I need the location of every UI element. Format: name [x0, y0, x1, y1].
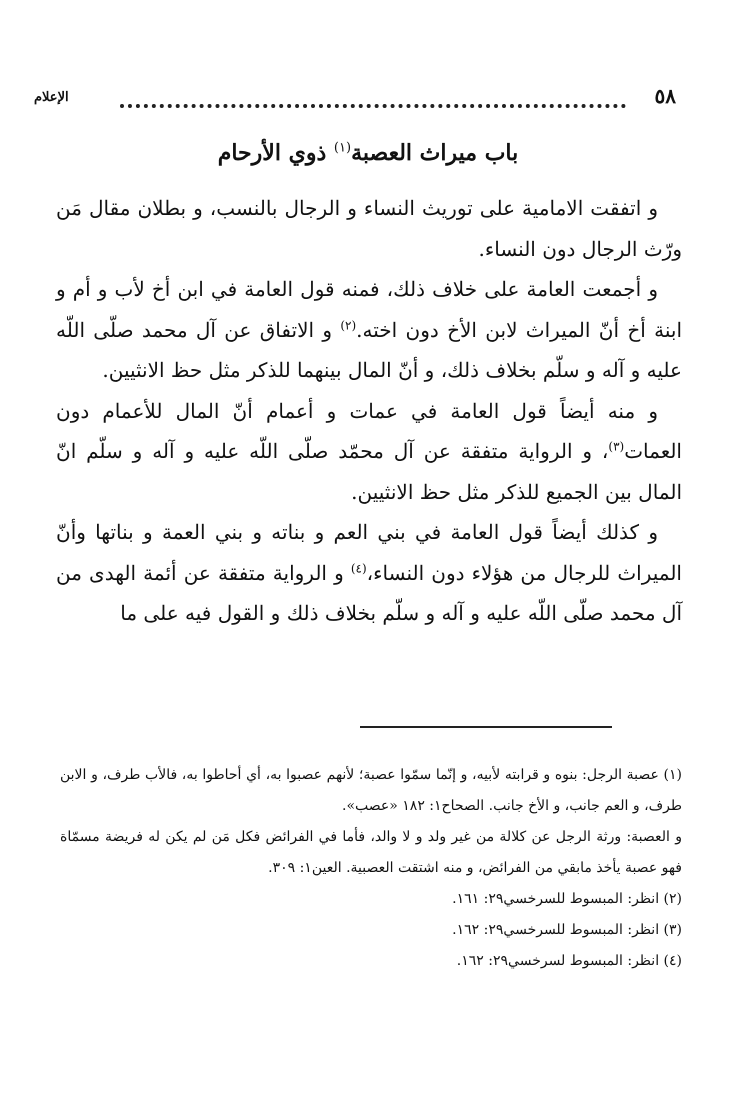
page-number: ٥٨ — [654, 84, 676, 108]
running-header — [34, 80, 676, 116]
paragraph-1: و اتفقت الامامية على توريث النساء و الرجال بالنسب، و بطلان مقال مَن ورّث الرجال دون النساء. — [56, 196, 682, 261]
paragraph-3 — [56, 391, 682, 513]
paragraph-2-text-b: و الاتفاق عن آل محمد صلّى اللّه عليه و آله و سلّم بخلاف ذلك، و أنّ المال بينهما للذكر مثل حظ الانثيين. — [56, 317, 682, 382]
footnote-1-continued: و العصبة: ورثة الرجل عن كلالة من غير ولد و لا والد، فأما في الفرائض فكل مَن لم يكن له فريضة مسمّاة فهو عصبة يأخذ مابقي من الفرائض، و منه اشتقت العصبية. العين١: ٣٠٩. — [60, 829, 682, 876]
footnote-separator — [360, 726, 612, 728]
paragraph-3-text-b: ، و الرواية متفقة عن آل محمّد صلّى اللّه عليه و آله و سلّم انّ المال بين الجميع للذكر مثل حظ الانثيين. — [56, 439, 682, 504]
chapter-title — [0, 140, 736, 166]
chapter-title-part2: ذوي الأرحام — [217, 140, 327, 166]
paragraph-2 — [56, 269, 682, 391]
footnote-marker-2: (٢) — [340, 317, 357, 332]
running-header-title: الإعلام — [34, 90, 69, 105]
chapter-title-part1: باب ميراث العصبة — [351, 140, 519, 166]
dot-leader — [120, 104, 626, 108]
paragraph-2-text-a: و أجمعت العامة على خلاف ذلك، فمنه قول العامة في ابن أخ لأب و أم و ابنة أخ أنّ الميراث لابن الأخ دون اخته. — [56, 277, 683, 342]
footnote-marker-4: (٤) — [350, 560, 367, 575]
footnote-2: (٢) انظر: المبسوط للسرخسي٢٩: ١٦١. — [452, 891, 682, 907]
paragraph-4-text-b: و الرواية متفقة عن أئمة الهدى من آل محمد صلّى اللّه عليه و آله و سلّم بخلاف ذلك و القول فيه على ما — [56, 560, 682, 625]
footnote-marker-1: (١) — [333, 140, 352, 156]
paragraph-4-text-a: و كذلك أيضاً قول العامة في بني العم و بناته و بني العمة و بناتها وأنّ الميراث للرجال من هؤلاء دون النساء، — [56, 520, 682, 585]
paragraph-4 — [56, 512, 682, 634]
paragraph-3-text-a: و منه أيضاً قول العامة في عمات و أعمام أنّ المال للأعمام دون العمات — [56, 398, 682, 463]
body-text — [56, 188, 682, 634]
footnote-marker-3: (٣) — [608, 439, 625, 454]
footnote-1: (١) عصبة الرجل: بنوه و قرابته لأبيه، و إنّما سمّوا عصبة؛ لأنهم عصبوا به، أي أحاطوا به، فالأب طرف، و الابن طرف، و العم جانب، و الأخ جانب. الصحاح١: ١٨٢ «عصب». — [60, 767, 682, 814]
footnotes — [60, 760, 682, 977]
footnote-3: (٣) انظر: المبسوط للسرخسي٢٩: ١٦٢. — [452, 922, 682, 938]
footnote-4: (٤) انظر: المبسوط لسرخسي٢٩: ١٦٢. — [456, 953, 682, 969]
